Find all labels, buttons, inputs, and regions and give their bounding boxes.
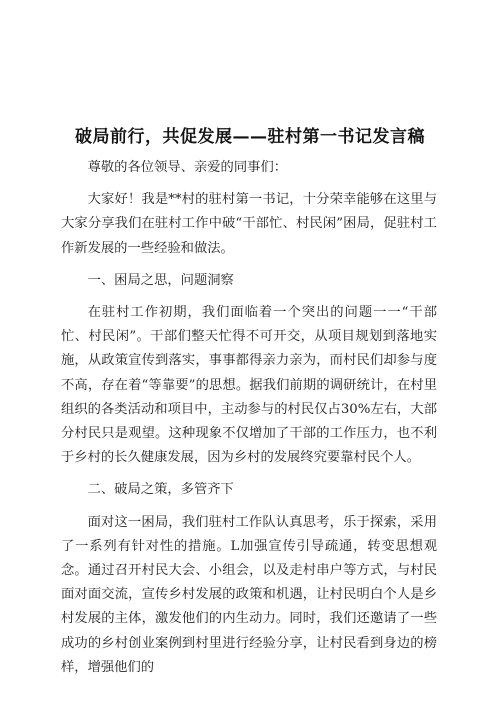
body-paragraph: 面对这一困局，我们驻村工作队认真思考，乐于探索，采用了一系列有针对性的措施。L加强宣传引导疏通，转变思想观念。通过召开村民大会、小组会，以及走村串户等方式，与村民面对面交流，宣传乡村发展的政策和机遇，让村民明白个人是乡村发展的主体，激发他们的内生动力。同时，我们还邀请了一些成功的乡村创业案例到村里进行经验分享，让村民看到身边的榜样，增强他们的 (61, 514, 437, 675)
body-paragraph: 大家好！我是**村的驻村第一书记，十分荣幸能够在这里与大家分享我们在驻村工作中破“干部忙、村民闲”困局，促驻村工作新发展的一些经验和做法。 (61, 192, 437, 256)
greeting-paragraph: 尊敬的各位领导、亲爱的同事们： (87, 160, 288, 175)
body-paragraph: 在驻村工作初期，我们面临着一个突出的问题一一“干部忙、村民闲”。干部们整天忙得不可开交，从项目规划到落地实施，从政策宣传到落实，事事都得亲力亲为，而村民们却参与度不高，存在着“等靠要”的思想。据我们前期的调研统计，在村里组织的各类活动和项目中，主动参与的村民仅占30%左右，大部分村民只是观望。这种现象不仅增加了干部的工作压力，也不利于乡村的长久健康发展，因为乡村的发展终究要靠村民个人。 (61, 305, 437, 466)
section-heading: 二、破局之策，多管齐下 (87, 482, 234, 498)
section-heading: 一、困局之思，问题洞察 (87, 272, 234, 288)
document-body (61, 156, 437, 680)
document-title: 破局前行，共促发展——驻村第一书记发言稿 (75, 127, 425, 147)
